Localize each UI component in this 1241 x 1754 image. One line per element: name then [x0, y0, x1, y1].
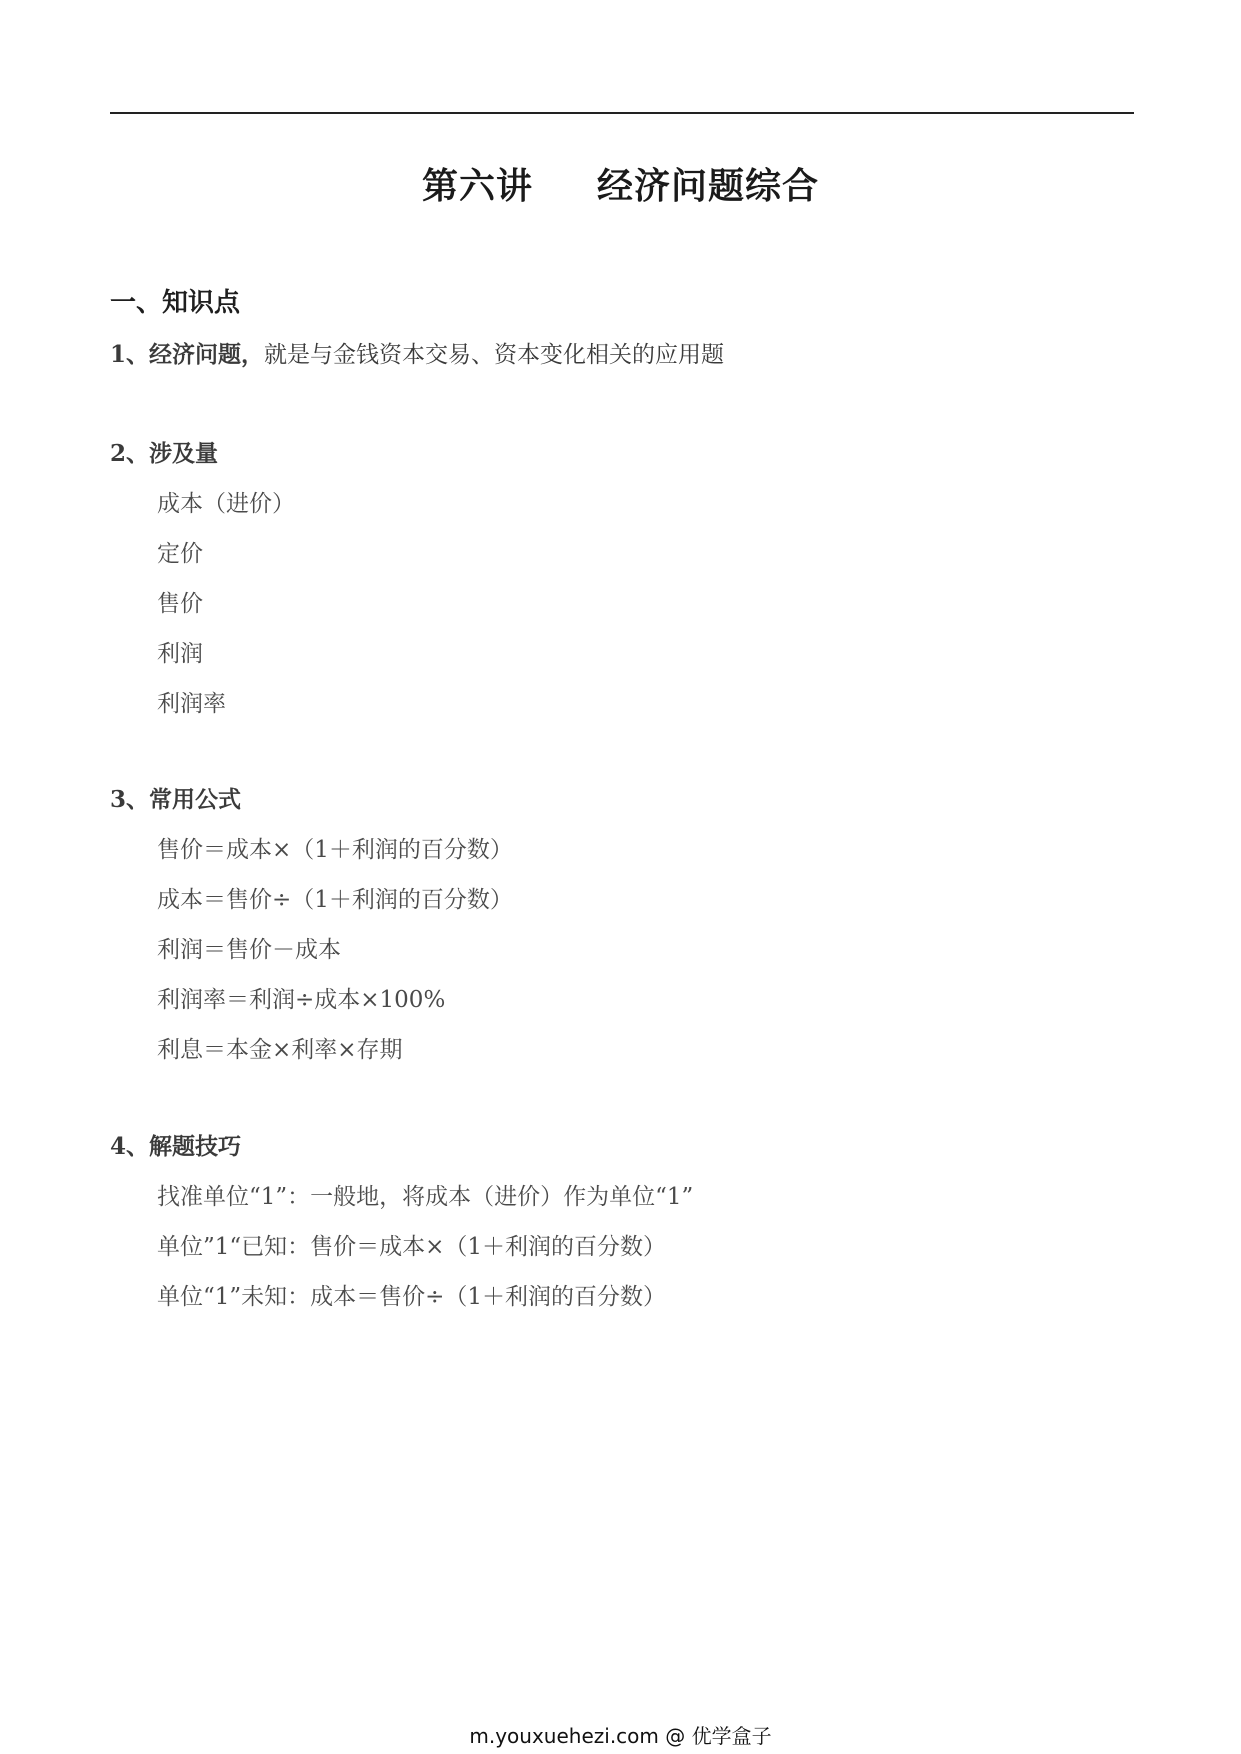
technique-item: 找准单位“1”：一般地，将成本（进价）作为单位“1” — [157, 1184, 694, 1210]
point-1-line — [110, 335, 724, 375]
point-4-label: 4、解题技巧 — [110, 1133, 242, 1160]
formula-item: 利润＝售价－成本 — [157, 937, 341, 963]
technique-item: 单位”1“已知：售价＝成本×（1＋利润的百分数） — [157, 1234, 667, 1260]
technique-item: 单位“1”未知：成本＝售价÷（1＋利润的百分数） — [157, 1284, 667, 1310]
point-1-text: 就是与金钱资本交易、资本变化相关的应用题 — [264, 342, 725, 368]
quantity-item: 成本（进价） — [157, 491, 295, 517]
point-2-block — [110, 434, 295, 729]
quantity-item: 定价 — [157, 541, 203, 567]
header-rule — [110, 112, 1134, 114]
footer-watermark: m.youxuehezi.com @ 优学盒子 — [469, 1724, 772, 1748]
quantity-item: 利润 — [157, 641, 203, 667]
formula-item: 利润率＝利润÷成本×100% — [157, 987, 446, 1013]
point-3-block — [110, 780, 513, 1075]
point-1-label: 1、经济问题， — [110, 341, 265, 368]
point-2-label: 2、涉及量 — [110, 440, 219, 467]
title-topic: 经济问题综合 — [597, 165, 820, 207]
formula-item: 利息＝本金×利率×存期 — [157, 1037, 403, 1063]
quantity-item: 利润率 — [157, 691, 226, 717]
formula-item: 成本＝售价÷（1＋利润的百分数） — [157, 887, 513, 913]
point-4-block — [110, 1127, 693, 1322]
page-title — [0, 158, 1241, 209]
quantity-item: 售价 — [157, 591, 203, 617]
formula-item: 售价＝成本×（1＋利润的百分数） — [157, 837, 513, 863]
point-3-label: 3、常用公式 — [110, 786, 242, 813]
point-1-block — [110, 335, 724, 375]
section-heading-knowledge: 一、知识点 — [110, 288, 241, 318]
title-lecture-number: 第六讲 — [421, 165, 533, 207]
